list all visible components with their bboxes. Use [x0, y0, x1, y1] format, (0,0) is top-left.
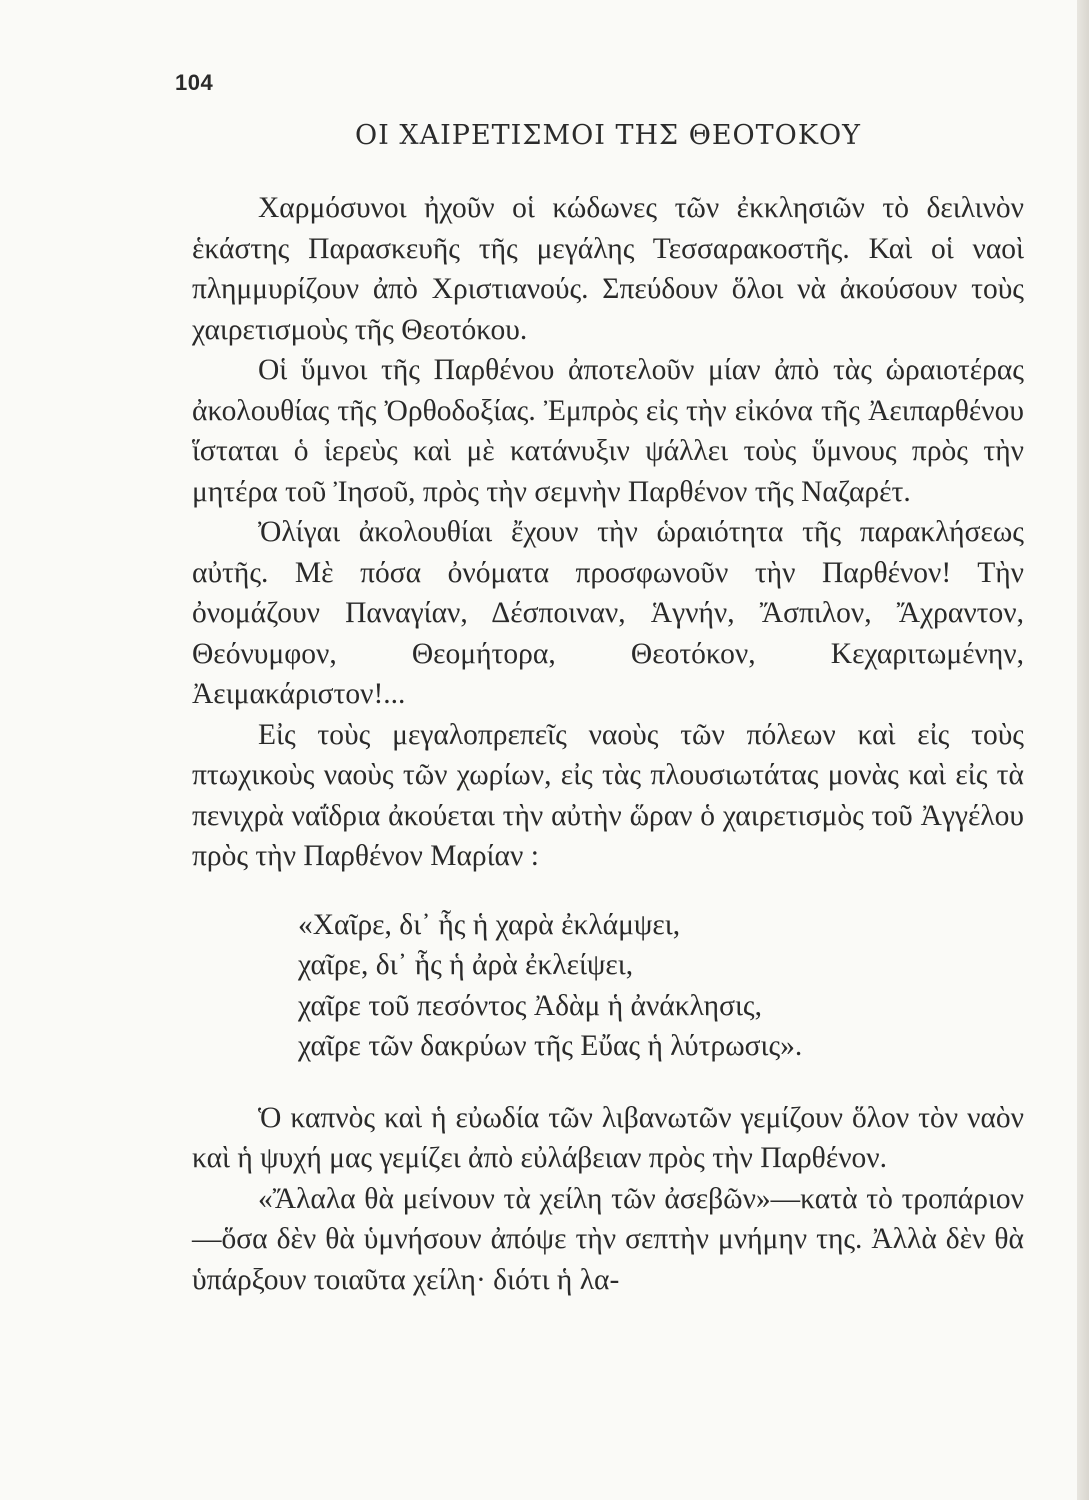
verse-line-4: χαῖρε τῶν δακρύων τῆς Εὔας ἡ λύτρωσις».: [298, 1030, 803, 1062]
verse-line-3: χαῖρε τοῦ πεσόντος Ἀδὰμ ἡ ἀνάκλησις,: [298, 989, 762, 1022]
page-edge-shadow: [1077, 0, 1089, 1500]
paragraph-1: Χαρμόσυνοι ἠχοῦν οἱ κώδωνες τῶν ἐκκλησιῶν τὸ δειλινὸν ἑκάστης Παρασκευῆς τῆς μεγάλης Τεσσαρακοστῆς. Καὶ οἱ ναοὶ πλημμυρίζουν ἀπὸ Χριστιανούς. Σπεύδουν ὅλοι νὰ ἀκούσουν τοὺς χαιρετισμοὺς τῆς Θεοτόκου.: [192, 192, 1024, 346]
hymn-verse: [298, 905, 1024, 1067]
verse-line-1: «Χαῖρε, δι᾿ ἧς ἡ χαρὰ ἐκλάμψει,: [298, 908, 681, 941]
page-number: 104: [175, 70, 214, 95]
paragraph-6: «Ἄλαλα θὰ μείνουν τὰ χείλη τῶν ἀσεβῶν»—κατὰ τὸ τροπάριον—ὅσα δὲν θὰ ὑμνήσουν ἀπόψε τὴν σεπτὴν μνήμην της. Ἀλλὰ δὲν θὰ ὑπάρξουν τοιαῦτα χείλη· διότι ἡ λα-: [192, 1182, 1024, 1296]
body-text: [192, 188, 1024, 1300]
paragraph-5: Ὁ καπνὸς καὶ ἡ εὐωδία τῶν λιβανωτῶν γεμίζουν ὅλον τὸν ναὸν καὶ ἡ ψυχή μας γεμίζει ἀπὸ εὐλάβειαν πρὸς τὴν Παρθένον.: [192, 1101, 1024, 1174]
chapter-title: ΟΙ ΧΑΙΡΕΤΙΣΜΟΙ ΤΗΣ ΘΕΟΤΟΚΟΥ: [355, 120, 861, 151]
paragraph-2: Οἱ ὕμνοι τῆς Παρθένου ἀποτελοῦν μίαν ἀπὸ τὰς ὡραιοτέρας ἀκολουθίας τῆς Ὀρθοδοξίας. Ἐμπρὸς εἰς τὴν εἰκόνα τῆς Ἀειπαρθένου ἵσταται ὁ ἱερεὺς καὶ μὲ κατάνυξιν ψάλλει τοὺς ὕμνους πρὸς τὴν μητέρα τοῦ Ἰησοῦ, πρὸς τὴν σεμνὴν Παρθένον τῆς Ναζαρέτ.: [192, 354, 1024, 508]
verse-line-2: χαῖρε, δι᾿ ἧς ἡ ἀρὰ ἐκλείψει,: [298, 949, 634, 981]
paragraph-3: Ὀλίγαι ἀκολουθίαι ἔχουν τὴν ὡραιότητα τῆς παρακλήσεως αὐτῆς. Μὲ πόσα ὀνόματα προσφωνοῦν τὴν Παρθένον! Τὴν ὀνομάζουν Παναγίαν, Δέσποιναν, Ἁγνήν, Ἄσπιλον, Ἄχραντον, Θεόνυμφον, Θεομήτορα, Θεοτόκον, Κεχαριτωμένην, Ἀειμακάριστον!...: [192, 516, 1024, 710]
paragraph-4: Εἰς τοὺς μεγαλοπρεπεῖς ναοὺς τῶν πόλεων καὶ εἰς τοὺς πτωχικοὺς ναοὺς τῶν χωρίων, εἰς τὰς πλουσιωτάτας μονὰς καὶ εἰς τὰ πενιχρὰ ναΐδρια ἀκούεται τὴν αὐτὴν ὥραν ὁ χαιρετισμὸς τοῦ Ἀγγέλου πρὸς τὴν Παρθένον Μαρίαν :: [192, 718, 1024, 872]
